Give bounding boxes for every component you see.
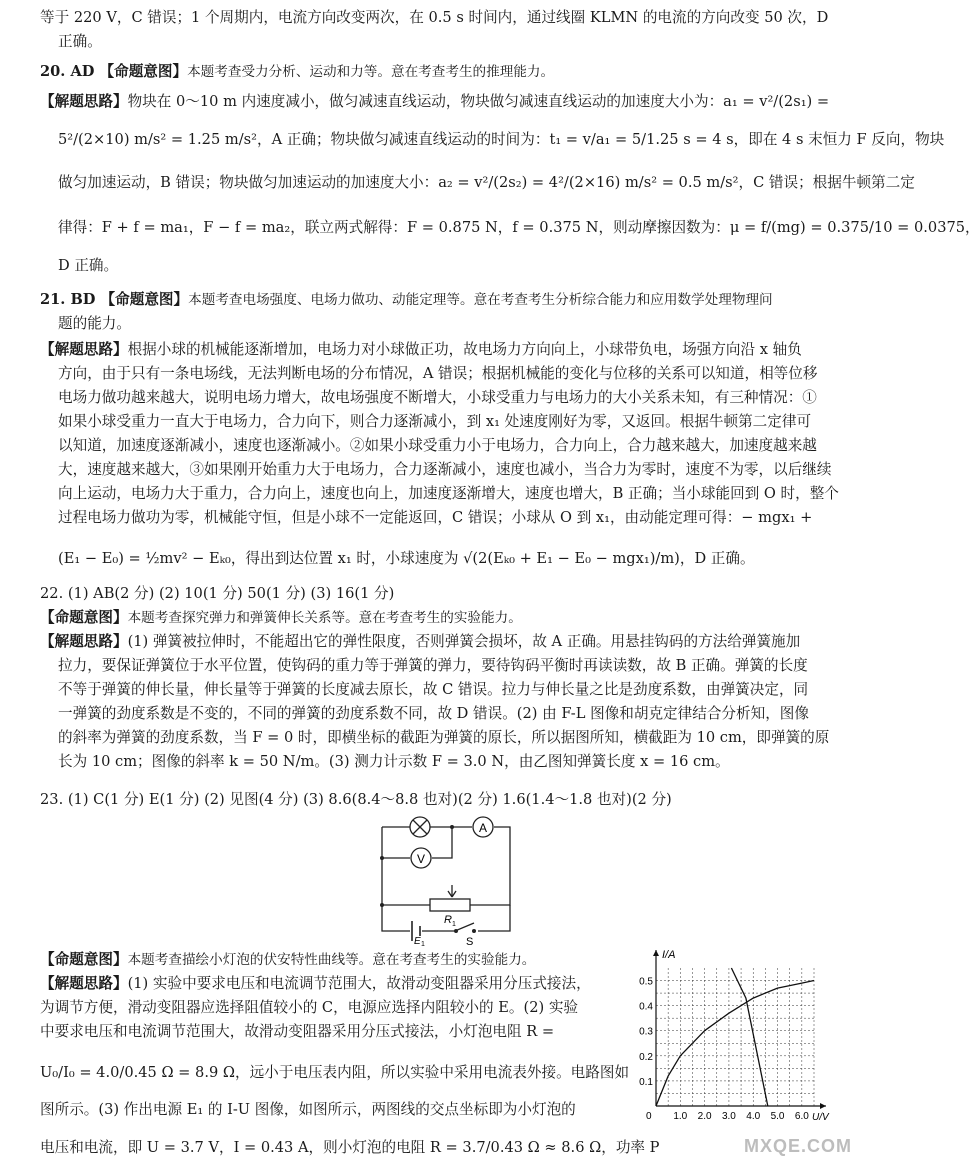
text-line: [58, 218, 980, 238]
source-label: E: [414, 936, 421, 947]
text-line: [58, 484, 848, 504]
text-line: [58, 314, 848, 334]
line-text: D 正确。: [58, 257, 119, 274]
ammeter-label: A: [478, 821, 488, 835]
line-text: 等于 220 V，C 错误；1 个周期内，电流方向改变两次，在 0.5 s 时间内，通过线圈 KLMN 的电流的方向改变 50 次，D: [40, 9, 829, 26]
text-line: [40, 1100, 626, 1120]
section-heading: 21. BD 【命题意图】: [40, 291, 189, 308]
text-line: [58, 508, 848, 528]
line-text: 本题考查描绘小灯泡的伏安特性曲线等。意在考查考生的实验能力。: [127, 952, 536, 968]
line-text: 物块在 0～10 m 内速度减小，做匀减速直线运动，物块做匀减速直线运动的加速度大小为：a₁ = v²/(2s₁) =: [127, 93, 830, 110]
y-tick-label: 0.1: [639, 1076, 653, 1088]
text-line: [58, 656, 848, 676]
line-text: 如果小球受重力一直大于电场力，合力向下，则合力逐渐减小，到 x₁ 处速度刚好为零，又返回。根据牛顿第二定律可: [58, 413, 812, 430]
section-heading: 【解题思路】: [40, 975, 128, 992]
section-heading: 20. AD 【命题意图】: [40, 63, 188, 80]
x-tick-label: 1.0: [673, 1111, 688, 1122]
x-axis-label: U/V: [812, 1112, 829, 1123]
line-text: 图所示。(3) 作出电源 E₁ 的 I-U 图像，如图所示，两图线的交点坐标即为小灯泡的: [40, 1101, 576, 1118]
rheostat-label: R: [444, 914, 452, 926]
line-text: 5²/(2×10) m/s² = 1.25 m/s²，A 正确；物块做匀减速直线运动的时间为：t₁ = v/a₁ = 5/1.25 s = 4 s，即在 4 s 末恒力 F 反向，物块: [58, 131, 945, 148]
y-tick-label: 0.5: [639, 976, 653, 988]
text-line: [40, 62, 848, 82]
text-line: [40, 1063, 630, 1083]
text-line: [40, 1138, 660, 1158]
watermark: MXQE.COM: [743, 1136, 852, 1156]
text-line: [40, 1022, 626, 1042]
lamp-iu-curve: [656, 981, 814, 1107]
y-axis-arrow: [653, 950, 659, 956]
y-tick-label: 0.3: [639, 1026, 653, 1038]
text-line: [58, 728, 848, 748]
line-text: 为调节方便，滑动变阻器应选择阻值较小的 C，电源应选择内阻较小的 E。(2) 实验: [40, 999, 579, 1016]
line-text: 正确。: [58, 33, 102, 50]
x-tick-label: 0: [646, 1111, 652, 1122]
line-text: 电压和电流，即 U = 3.7 V，I = 0.43 A，则小灯泡的电阻 R = 3.7/0.43 Ω ≈ 8.6 Ω，功率 P: [40, 1139, 660, 1156]
section-heading: 【命题意图】: [40, 609, 128, 626]
text-line: [58, 412, 848, 432]
line-text: 拉力，要保证弹簧位于水平位置，使钩码的重力等于弹簧的弹力，要待钩码平衡时再读读数，故 B 正确。弹簧的长度: [58, 657, 808, 674]
y-tick-label: 0.4: [639, 1001, 653, 1013]
text-line: [58, 680, 848, 700]
line-text: 不等于弹簧的伸长量，伸长量等于弹簧的长度减去原长，故 C 错误。拉力与伸长量之比是劲度系数，由弹簧决定，同: [58, 681, 809, 698]
text-line: [58, 388, 848, 408]
text-line: [40, 998, 626, 1018]
line-text: 根据小球的机械能逐渐增加，电场力对小球做正功，故电场力方向向上，小球带负电，场强方向沿 x 轴负: [127, 341, 802, 358]
text-line: [40, 584, 848, 604]
line-text: 一弹簧的劲度系数是不变的，不同的弹簧的劲度系数不同，故 D 错误。(2) 由 F-L 图像和胡克定律结合分析知，图像: [58, 705, 809, 722]
line-text: (1) 弹簧被拉伸时，不能超出它的弹性限度，否则弹簧会损坏，故 A 正确。用悬挂钩码的方法给弹簧施加: [127, 633, 801, 650]
line-text: 本题考查探究弹力和弹簧伸长关系等。意在考查考生的实验能力。: [127, 610, 522, 626]
y-tick-label: 0.2: [639, 1051, 653, 1063]
text-line: [40, 974, 626, 994]
voltmeter-label: V: [416, 852, 426, 866]
text-line: [58, 130, 945, 150]
text-line: [58, 364, 848, 384]
line-text: U₀/I₀ = 4.0/0.45 Ω = 8.9 Ω，远小于电压表内阻，所以实验中采用电流表外接。电路图如: [40, 1064, 630, 1081]
section-heading: 【解题思路】: [40, 93, 128, 110]
text-line: [58, 752, 848, 772]
line-text: (E₁ − E₀) = ½mv² − Eₖ₀，得出到达位置 x₁ 时，小球速度为 √(2(Eₖ₀ + E₁ − E₀ − mgx₁)/m)，D 正确。: [58, 550, 755, 567]
iu-chart: [640, 946, 840, 1124]
section-heading: 【解题思路】: [40, 633, 128, 650]
text-line: [40, 608, 848, 628]
text-line: [40, 340, 848, 360]
x-tick-label: 2.0: [697, 1111, 712, 1122]
rheostat-sub: 1: [452, 921, 456, 928]
y-axis-label: I/A: [662, 949, 676, 961]
section-heading: 【解题思路】: [40, 341, 128, 358]
line-text: 向上运动，电场力大于重力，合力向上，速度也向上，加速度逐渐增大，速度也增大，B 正确；当小球能回到 O 时，整个: [58, 485, 839, 502]
text-line: [58, 704, 848, 724]
text-line: [40, 290, 848, 310]
line-text: 中要求电压和电流调节范围大，故滑动变阻器采用分压式接法，小灯泡电阻 R =: [40, 1023, 555, 1040]
line-text: (1) 实验中要求电压和电流调节范围大，故滑动变阻器采用分压式接法，: [127, 975, 591, 992]
x-tick-label: 3.0: [721, 1111, 736, 1122]
line-text: 过程电场力做功为零，机械能守恒，但是小球不一定能返回，C 错误；小球从 O 到 x₁，由动能定理可得：− mgx₁ +: [58, 509, 813, 526]
source-sub: 1: [421, 941, 425, 948]
source-iu-line: [731, 968, 767, 1106]
section-heading: 【命题意图】: [40, 951, 128, 968]
text-line: [58, 256, 848, 276]
text-line: [40, 92, 848, 112]
switch-label: S: [466, 936, 474, 948]
line-text: 本题考查受力分析、运动和力等。意在考查考生的推理能力。: [187, 64, 555, 80]
text-line: [58, 549, 848, 569]
x-tick-label: 6.0: [794, 1111, 809, 1122]
text-line: [40, 8, 848, 28]
text-line: [40, 790, 848, 810]
text-line: [40, 950, 626, 970]
line-text: 的斜率为弹簧的劲度系数，当 F = 0 时，即横坐标的截距为弹簧的原长，所以据图所知，横截距为 10 cm，即弹簧的原: [58, 729, 830, 746]
line-text: 电场力做功越来越大，说明电场力增大，故电场强度不断增大，小球受重力与电场力的大小关系未知，有三种情况：①: [58, 389, 817, 406]
text-line: [40, 632, 848, 652]
line-text: 题的能力。: [58, 315, 131, 332]
text-line: [58, 32, 848, 52]
line-text: 大，速度越来越大，③如果刚开始重力大于电场力，合力逐渐减小，速度也减小，当合力为零时，速度不为零，以后继续: [58, 461, 832, 478]
line-text: 本题考查电场强度、电场力做功、动能定理等。意在考查考生分析综合能力和应用数学处理物理问: [188, 292, 773, 308]
line-text: 做匀加速运动，B 错误；物块做匀加速运动的加速度大小：a₂ = v²/(2s₂) = 4²/(2×16) m/s² = 0.5 m/s²，C 错误；根据牛顿第二定: [58, 174, 915, 191]
text-line: [58, 173, 915, 193]
x-axis-arrow: [820, 1103, 826, 1109]
text-line: [58, 460, 848, 480]
line-text: 长为 10 cm；图像的斜率 k = 50 N/m。(3) 测力计示数 F = 3.0 N，由乙图知弹簧长度 x = 16 cm。: [58, 753, 730, 770]
x-tick-label: 4.0: [746, 1111, 761, 1122]
line-text: 以知道，加速度逐渐减小，速度也逐渐减小。②如果小球受重力小于电场力，合力向上，合力越来越大，加速度越来越: [58, 437, 817, 454]
line-text: 律得：F + f = ma₁，F − f = ma₂，联立两式解得：F = 0.875 N，f = 0.375 N，则动摩擦因数为：μ = f/(mg) = 0.375/10 = 0.0375，: [58, 219, 980, 236]
line-text: 23. (1) C(1 分) E(1 分) (2) 见图(4 分) (3) 8.6(8.4～8.8 也对)(2 分) 1.6(1.4～1.8 也对)(2 分): [40, 791, 672, 808]
circuit-diagram: [370, 813, 530, 948]
line-text: 方向，由于只有一条电场线，无法判断电场的分布情况，A 错误；根据机械能的变化与位移的关系可以知道，相等位移: [58, 365, 818, 382]
line-text: 22. (1) AB(2 分) (2) 10(1 分) 50(1 分) (3) 16(1 分): [40, 585, 395, 602]
text-line: [58, 436, 848, 456]
x-tick-label: 5.0: [770, 1111, 785, 1122]
